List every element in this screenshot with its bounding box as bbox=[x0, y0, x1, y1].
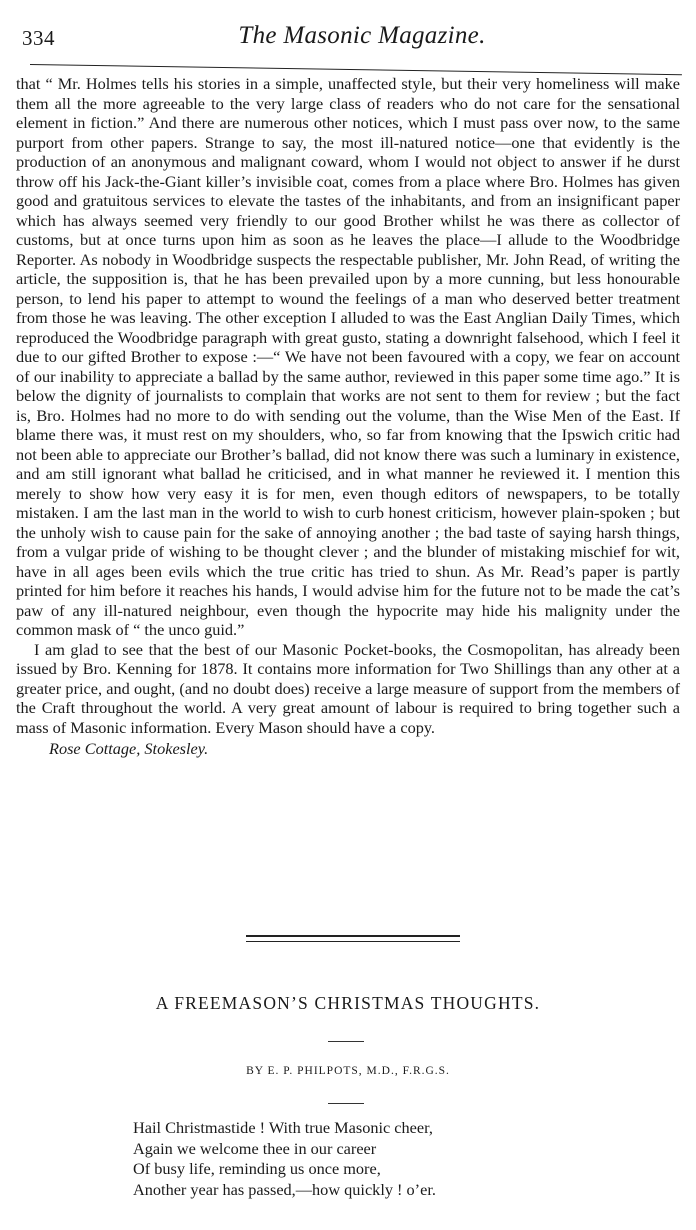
verse-line: Hail Christmastide ! With true Masonic cheer, bbox=[133, 1118, 433, 1137]
paragraph-2: I am glad to see that the best of our Masonic Pocket-books, the Cosmopolitan, has already been issued by Bro. Kenning for 1878. It contains more information for Two Shillings than any other at a greater price, and ought, (and no doubt does) receive a large measure of support from the members of the Craft throughout the world. A very great amount of labour is required to bring together such a mass of Masonic information. Every Mason should have a copy. bbox=[16, 639, 680, 737]
byline-rule bbox=[328, 1103, 364, 1104]
section-divider-bottom bbox=[246, 941, 460, 942]
article-body bbox=[16, 74, 680, 759]
title-rule bbox=[328, 1041, 364, 1042]
page-header bbox=[0, 18, 696, 52]
running-title: The Masonic Magazine. bbox=[238, 22, 486, 49]
section-divider-top bbox=[246, 935, 460, 937]
poem-byline: BY E. P. PHILPOTS, M.D., F.R.G.S. bbox=[246, 1065, 450, 1077]
poem-verse bbox=[133, 1118, 436, 1200]
verse-line: Again we welcome thee in our career bbox=[133, 1138, 377, 1158]
verse-line: Of busy life, reminding us once more, bbox=[133, 1159, 381, 1178]
paragraph-1: that “ Mr. Holmes tells his stories in a simple, unaffected style, but their very homeliness will make them all the more agreeable to the very large class of readers who do not care for the sensational element in fiction.” And there are numerous other notices, which I must pass over now, to the same purport from other papers. Strange to say, the most ill-natured notice—one that evidently is the production of an anonymous and malignant coward, whom I would not object to answer if he durst throw off his Jack-the-Giant killer’s invisible coat, comes from a place where Bro. Holmes has given good and gratuitous services to elevate the tastes of the inhabitants, and from an insignificant paper which has always seemed very friendly to our good Brother whilst he was there as collector of customs, but at once turns upon him as soon as he leaves the place—I allude to the Woodbridge Reporter. As nobody in Woodbridge suspects the respectable publisher, Mr. John Read, of writing the article, the supposition is, that he has been prevailed upon by a more cunning, but less honourable person, to lend his paper to attempt to wound the feelings of a man who deserved better treatment from those he was leaving. The other exception I alluded to was the East Anglian Daily Times, which reproduced the Woodbridge paragraph with great gusto, stating a downright falsehood, which I feel it due to our gifted Brother to expose :—“ We have not been favoured with a copy, we fear on account of our inability to appreciate a ballad by the same author, reviewed in this paper some time ago.” It is below the dignity of journalists to complain that works are not sent to them for review ; but the fact is, Bro. Holmes had no more to do with sending out the volume, than the Wise Men of the East. If blame there was, it must rest on my shoulders, who, so far from knowing that the Ipswich critic had not been able to appreciate our Brother’s ballad, did not know there was such a luminary in existence, and am still ignorant what ballad he criticised, and in what manner he reviewed it. I mention this merely to show how very easy it is for men, even though editors of newspapers, to be totally mistaken. I am the last man in the world to wish to curb honest criticism, however plain-spoken ; but the unholy wish to cause pain for the sake of annoying another ; the bad taste of saying harsh things, from a vulgar pride of wishing to be thought clever ; and the blunder of mistaking mischief for wit, have in all ages been evils which the true critic has tried to shun. As Mr. Read’s paper is partly printed for him before it reaches his hands, I would advise him for the future not to be made the cat’s paw of any ill-natured neighbour, even though the hypocrite may hide his malignity under the common mask of “ the unco guid.” bbox=[16, 74, 680, 639]
poem-title: A FREEMASON’S CHRISTMAS THOUGHTS. bbox=[155, 993, 541, 1013]
verse-line: Another year has passed,—how quickly ! o’er. bbox=[133, 1179, 436, 1199]
signature-place: Rose Cottage, Stokesley. bbox=[49, 739, 209, 758]
page-number: 334 bbox=[22, 26, 55, 50]
